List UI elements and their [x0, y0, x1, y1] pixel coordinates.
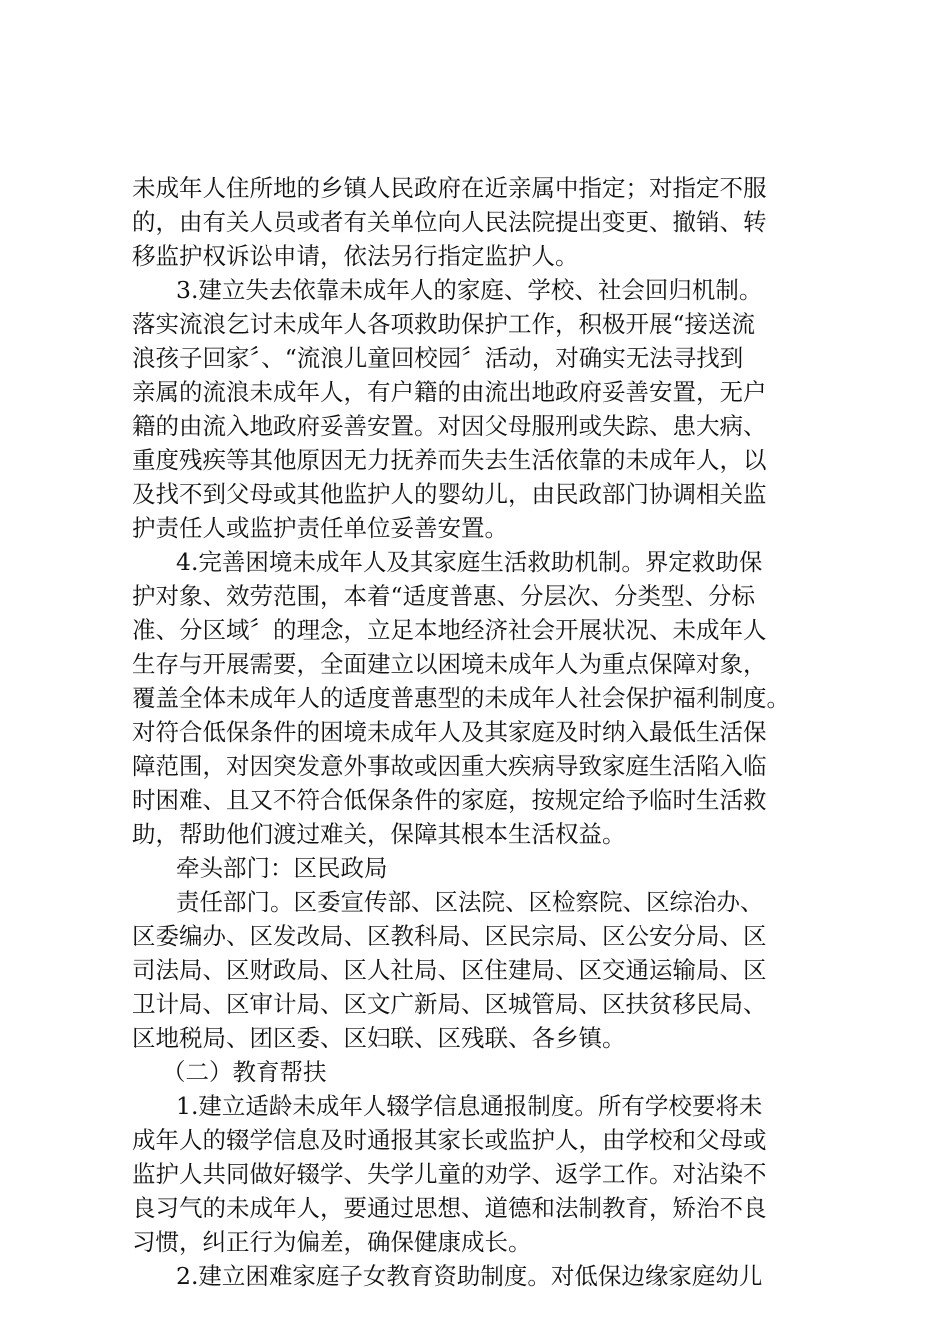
- text-line: 4.完善困境未成年人及其家庭生活救助机制。界定救助保: [176, 548, 763, 576]
- text-line: 生存与开展需要，全面建立以困境未成年人为重点保障对象，: [132, 650, 767, 678]
- text-line: 成年人的辍学信息及时通报其家长或监护人，由学校和父母或: [132, 1126, 767, 1154]
- section-heading: （二）教育帮扶: [162, 1058, 327, 1086]
- text-line: 区地税局、团区委、区妇联、区残联、各乡镇。: [132, 1024, 626, 1052]
- text-line: 良习气的未成年人，要通过思想、道德和法制教育，矫治不良: [132, 1194, 767, 1222]
- text-line: 浪孩子回家〞、“流浪儿童回校园〞活动，对确实无法寻找到: [132, 344, 744, 372]
- text-line: 重度残疾等其他原因无力抚养而失去生活依靠的未成年人，以: [132, 446, 767, 474]
- text-line: 籍的由流入地政府妥善安置。对因父母服刑或失踪、患大病、: [132, 412, 767, 440]
- text-line: 亲属的流浪未成年人，有户籍的由流出地政府妥善安置，无户: [132, 378, 767, 406]
- text-line: 牵头部门：区民政局: [176, 854, 388, 882]
- text-line: 时困难、且又不符合低保条件的家庭，按规定给予临时生活救: [132, 786, 767, 814]
- text-line: 障范围，对因突发意外事故或因重大疾病导致家庭生活陷入临: [132, 752, 767, 780]
- text-line: 未成年人住所地的乡镇人民政府在近亲属中指定；对指定不服: [132, 174, 767, 202]
- text-line: 监护人共同做好辍学、失学儿童的劝学、返学工作。对沾染不: [132, 1160, 767, 1188]
- text-line: 责任部门。区委宣传部、区法院、区检察院、区综治办、: [176, 888, 764, 916]
- text-line: 准、分区域〞的理念，立足本地经济社会开展状况、未成年人: [132, 616, 767, 644]
- text-line: 覆盖全体未成年人的适度普惠型的未成年人社会保护福利制度。: [132, 684, 790, 712]
- text-line: 助，帮助他们渡过难关，保障其根本生活权益。: [132, 820, 626, 848]
- text-line: 区委编办、区发改局、区教科局、区民宗局、区公安分局、区: [132, 922, 767, 950]
- text-line: 3.建立失去依靠未成年人的家庭、学校、社会回归机制。: [176, 276, 763, 304]
- text-line: 的，由有关人员或者有关单位向人民法院提出变更、撤销、转: [132, 208, 767, 236]
- text-line: 护责任人或监护责任单位妥善安置。: [132, 514, 508, 542]
- text-line: 习惯，纠正行为偏差，确保健康成长。: [132, 1228, 532, 1256]
- text-line: 卫计局、区审计局、区文广新局、区城管局、区扶贫移民局、: [132, 990, 767, 1018]
- text-line: 2.建立困难家庭子女教育资助制度。对低保边缘家庭幼儿: [176, 1262, 763, 1290]
- text-line: 护对象、效劳范围，本着“适度普惠、分层次、分类型、分标: [132, 582, 756, 610]
- text-line: 移监护权诉讼申请，依法另行指定监护人。: [132, 242, 579, 270]
- text-line: 司法局、区财政局、区人社局、区住建局、区交通运输局、区: [132, 956, 767, 984]
- text-line: 落实流浪乞讨未成年人各项救助保护工作，积极开展“接送流: [132, 310, 756, 338]
- text-line: 及找不到父母或其他监护人的婴幼儿，由民政部门协调相关监: [132, 480, 767, 508]
- text-line: 对符合低保条件的困境未成年人及其家庭及时纳入最低生活保: [132, 718, 767, 746]
- text-line: 1.建立适龄未成年人辍学信息通报制度。所有学校要将未: [176, 1092, 763, 1120]
